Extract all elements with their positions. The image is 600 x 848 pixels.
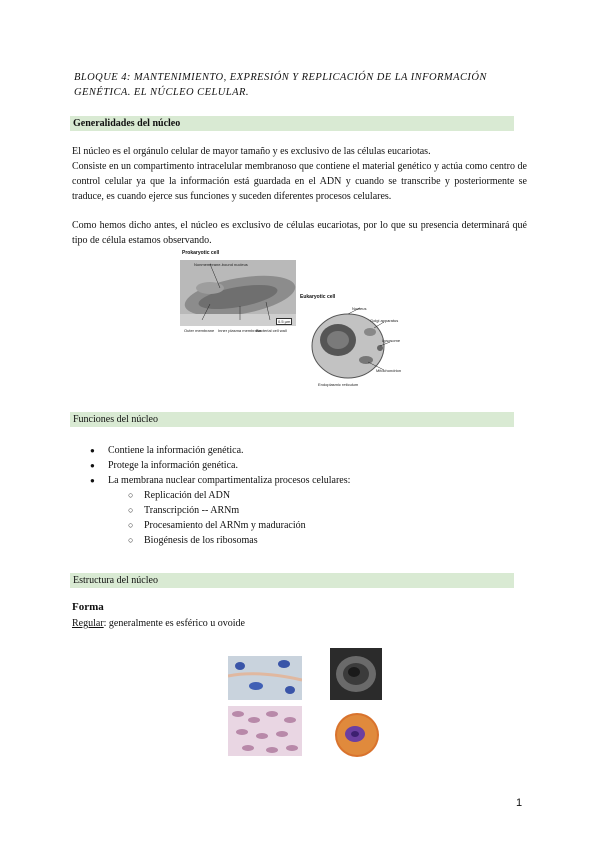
paragraph-1: El núcleo es el orgánulo celular de mayor tamaño y es exclusivo de las células eucariotas. bbox=[72, 146, 431, 157]
pro-label-nucleus: Nonmembrane-bound nucleus bbox=[194, 262, 248, 267]
sublist-item: ○ Transcripción -- ARNm bbox=[128, 505, 240, 516]
euk-label-golgi: Golgi apparatus bbox=[370, 318, 399, 323]
cell-image-stained-cell bbox=[330, 710, 384, 760]
section-heading-funciones: Funciones del núcleo bbox=[70, 412, 514, 427]
paragraph-2: Consiste en un compartimento intracelular membranoso que contiene el material genético y actúa como centro de control celular ya que la información está guardada en el ADN y cuando se transcribe y posteriormente se traduce, es cuando ejerce sus funciones y suceden diferentes procesos celulares. bbox=[72, 161, 527, 202]
funciones-list bbox=[90, 443, 350, 548]
sublist-item: ○ Biogénesis de los ribosomas bbox=[128, 535, 258, 546]
page-number: 1 bbox=[516, 797, 523, 809]
sublist-item: ○ Procesamiento del ARNm y maduración bbox=[128, 520, 306, 531]
sublist bbox=[108, 488, 350, 548]
bullet-icon: ● bbox=[90, 446, 95, 455]
euk-label-nucleus: Nucleus bbox=[352, 306, 367, 311]
list-item: ● Protege la información genética. bbox=[90, 460, 238, 471]
eukaryotic-label: Eukaryotic cell bbox=[300, 294, 336, 300]
bullet-icon: ● bbox=[90, 476, 95, 485]
eukaryotic-micrograph bbox=[298, 294, 408, 394]
bullet-icon: ● bbox=[90, 461, 95, 470]
regular-text: : generalmente es esférico u ovoide bbox=[103, 618, 245, 629]
forma-heading: Forma bbox=[72, 601, 104, 613]
circle-bullet-icon: ○ bbox=[128, 490, 134, 500]
cell-image-micrograph bbox=[330, 648, 382, 700]
pro-label-inner: Inner plasma membrane bbox=[218, 328, 262, 333]
section-heading-generalidades: Generalidades del núcleo bbox=[70, 116, 514, 131]
cell-image-red-cells bbox=[228, 706, 302, 756]
circle-bullet-icon: ○ bbox=[128, 535, 134, 545]
forma-regular bbox=[72, 618, 245, 629]
pro-label-outer: Outer membrane bbox=[184, 328, 215, 333]
regular-label: Regular bbox=[72, 618, 104, 629]
prokaryotic-micrograph bbox=[180, 250, 298, 340]
sublist-item: ○ Replicación del ADN bbox=[128, 490, 231, 501]
paragraph-3: Como hemos dicho antes, el núcleo es exclusivo de células eucariotas, por lo que su presencia determinará qué tipo de célula estamos observando. bbox=[72, 220, 527, 246]
list-item: ● Contiene la información genética. bbox=[90, 445, 244, 456]
circle-bullet-icon: ○ bbox=[128, 520, 134, 530]
page-title: BLOQUE 4: MANTENIMIENTO, EXPRESIÓN Y REPLICACIÓN DE LA INFORMACIÓN GENÉTICA. EL NÚCLEO CELULAR. bbox=[74, 72, 487, 98]
prokaryotic-label: Prokaryotic cell bbox=[182, 250, 220, 256]
euk-label-er: Endoplasmic reticulum bbox=[318, 382, 359, 387]
cell-image-blue-nuclei bbox=[228, 656, 302, 700]
section-heading-estructura: Estructura del núcleo bbox=[70, 573, 514, 588]
euk-label-lysosome: Lysosome bbox=[382, 338, 401, 343]
circle-bullet-icon: ○ bbox=[128, 505, 134, 515]
scale-bar: 0.5 µm bbox=[278, 319, 291, 324]
list-item: ● La membrana nuclear compartimentaliza procesos celulares: ○ Replicación del ADN ○ Transcripción -- ARNm ○ Procesamiento del ARNm y maduración ○ Biogénesis de los ribosomas bbox=[90, 475, 351, 546]
euk-label-mito: Mitochondrion bbox=[376, 368, 402, 373]
prokaryotic-image bbox=[180, 260, 296, 326]
pro-label-wall: Bacterial cell wall bbox=[256, 328, 287, 333]
